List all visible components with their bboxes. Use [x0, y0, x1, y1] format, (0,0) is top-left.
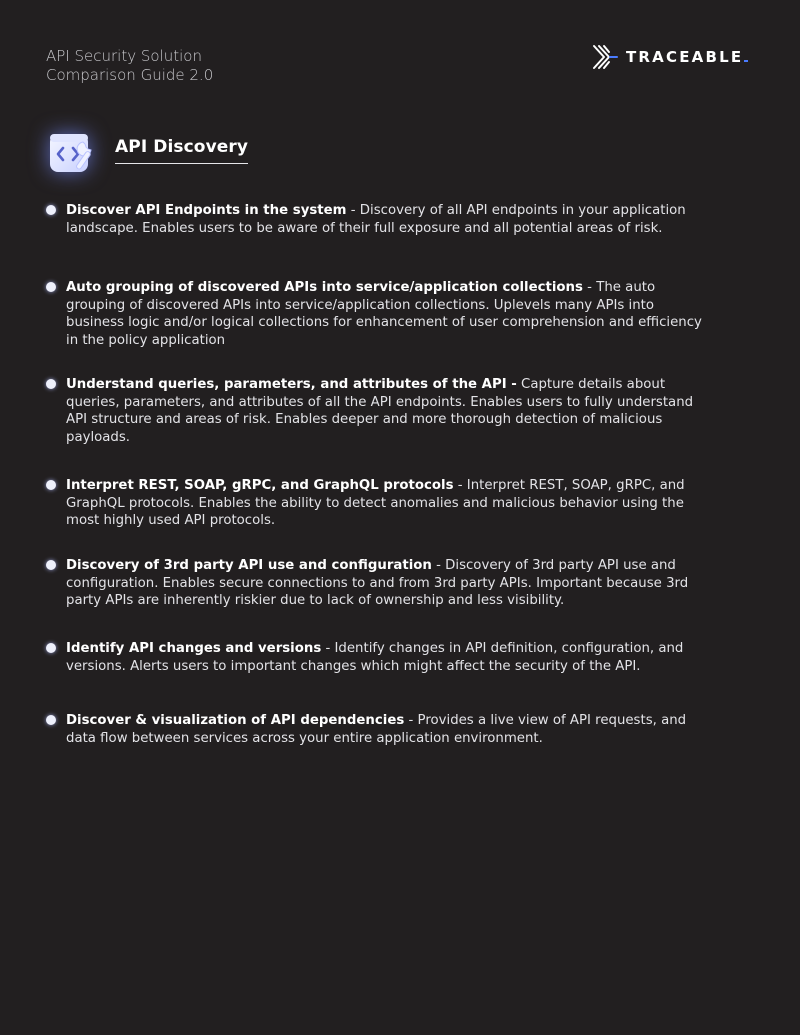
section-title: API Discovery: [115, 136, 249, 157]
bullet-icon: [46, 480, 56, 490]
list-item: [46, 712, 706, 747]
list-item-text: Identify API changes and versions - Identify changes in API definition, configuration, and versions. Alerts users to important changes which might affect the security of the API.: [66, 641, 684, 674]
list-item-text: Auto grouping of discovered APIs into service/application collections - The auto grouping of discovered APIs into service/application collections. Uplevels many APIs into business logic and/or logical collections for enhancement of user comprehension and efficiency in the policy application: [66, 280, 702, 348]
bullet-icon: [46, 282, 56, 292]
item-title: Auto grouping of discovered APIs into service/application collections: [66, 280, 583, 295]
item-description: Discovery of all API endpoints in your application landscape. Enables users to be aware of their full exposure and all potential areas of risk.: [66, 203, 686, 236]
list-item: [46, 202, 706, 237]
item-description: Discovery of 3rd party API use and configuration. Enables secure connections to and from 3rd party APIs. Important because 3rd party APIs are inherently riskier due to lack of ownership and less visibility.: [66, 558, 689, 608]
list-item: [46, 477, 706, 530]
code-wrench-icon: [48, 128, 100, 180]
list-item-text: Discovery of 3rd party API use and configuration - Discovery of 3rd party API use and configuration. Enables secure connections to and from 3rd party APIs. Important because 3rd party APIs are inherently riskier due to lack of ownership and less visibility.: [66, 558, 689, 608]
list-item: [46, 279, 706, 349]
list-item-text: Interpret REST, SOAP, gRPC, and GraphQL protocols - Interpret REST, SOAP, gRPC, and GraphQL protocols. Enables the ability to detect anomalies and malicious behavior using the most highly used API protocols.: [66, 478, 685, 528]
document-title: [46, 47, 213, 85]
list-item: [46, 376, 706, 446]
bullet-icon: [46, 379, 56, 389]
list-item-text: Discover & visualization of API dependencies - Provides a live view of API requests, and data flow between services across your entire application environment.: [66, 713, 687, 746]
bullet-icon: [46, 205, 56, 215]
item-title: Discover & visualization of API dependencies: [66, 713, 405, 728]
traceable-chevrons-icon: [592, 43, 618, 71]
list-item: [46, 640, 706, 675]
section-title-underline: [115, 137, 248, 164]
document-title-line-1: API Security Solution: [46, 47, 202, 65]
traceable-logo: [592, 42, 748, 72]
item-title: Understand queries, parameters, and attributes of the API -: [66, 377, 517, 392]
document-title-line-2: Comparison Guide 2.0: [46, 66, 214, 84]
item-description: Interpret REST, SOAP, gRPC, and GraphQL protocols. Enables the ability to detect anomalies and malicious behavior using the most highly used API protocols.: [66, 478, 685, 528]
section-header: [48, 128, 248, 180]
bullet-icon: [46, 715, 56, 725]
list-item-text: Discover API Endpoints in the system - Discovery of all API endpoints in your application landscape. Enables users to be aware of their full exposure and all potential areas of risk.: [66, 203, 686, 236]
item-description: Provides a live view of API requests, and data flow between services across your entire application environment.: [66, 713, 687, 746]
item-title: Discovery of 3rd party API use and configuration: [66, 558, 432, 573]
item-description: Capture details about queries, parameters, and attributes of all the API endpoints. Enables users to fully understand API structure and areas of risk. Enables deeper and more thorough detection of malicious payloads.: [66, 377, 694, 445]
list-item-text: [66, 376, 706, 446]
logo-wordmark: TRACEABLE: [626, 48, 748, 66]
item-title: Identify API changes and versions: [66, 641, 322, 656]
item-title: Interpret REST, SOAP, gRPC, and GraphQL protocols: [66, 478, 454, 493]
bullet-icon: [46, 560, 56, 570]
list-item: [46, 557, 706, 610]
item-description: Identify changes in API definition, configuration, and versions. Alerts users to important changes which might affect the security of the API.: [66, 641, 684, 674]
bullet-icon: [46, 643, 56, 653]
item-title: Discover API Endpoints in the system: [66, 203, 347, 218]
item-description: The auto grouping of discovered APIs into service/application collections. Uplevels many APIs into business logic and/or logical collections for enhancement of user comprehension and efficiency in the policy application: [66, 280, 702, 348]
